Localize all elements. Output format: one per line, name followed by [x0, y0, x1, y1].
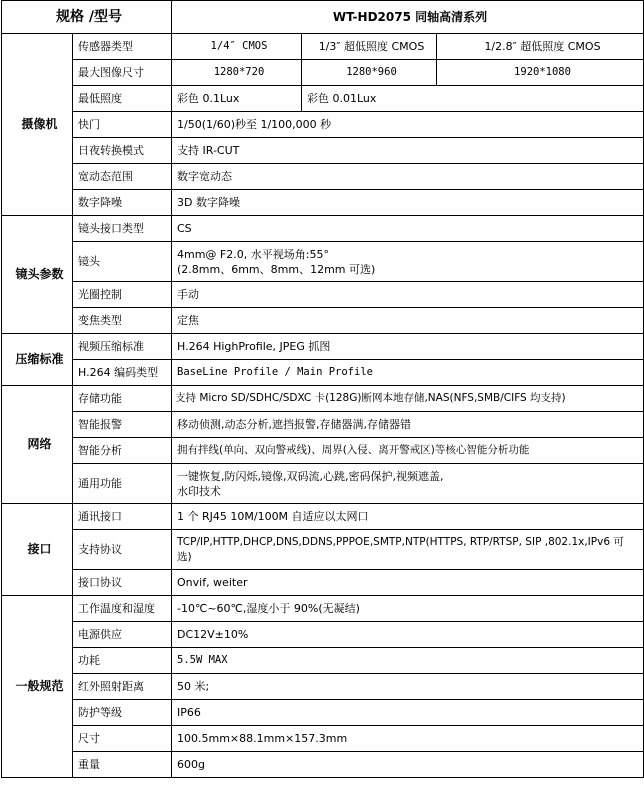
table-row [2, 412, 644, 438]
iris-value: 手动 [172, 282, 644, 308]
lens-value [172, 242, 644, 282]
protocols-value [172, 530, 644, 570]
day-night-value: 支持 IR-CUT [172, 138, 644, 164]
table-row [2, 86, 644, 112]
storage-value: 支持 Micro SD/SDHC/SDXC 卡(128G)断网本地存储,NAS(NFS,SMB/CIFS 均支持) [172, 386, 644, 412]
max-res-value-1: 1280*720 [172, 60, 302, 86]
row-label-api-protocol: 接口协议 [73, 570, 172, 596]
table-row [2, 190, 644, 216]
header-series-title: WT-HD2075 同轴高清系列 [172, 1, 644, 34]
table-row [2, 164, 644, 190]
ir-distance-value: 50 米; [172, 674, 644, 700]
row-label-video-compression: 视频压缩标准 [73, 334, 172, 360]
sensor-value-3: 1/2.8″ 超低照度 CMOS [437, 34, 644, 60]
row-label-protocols: 支持协议 [73, 530, 172, 570]
table-row [2, 282, 644, 308]
protocols-line-2: 选) [177, 550, 192, 563]
table-row [2, 34, 644, 60]
table-row [2, 60, 644, 86]
row-label-smart-alarm: 智能报警 [73, 412, 172, 438]
lens-mount-value: CS [172, 216, 644, 242]
row-label-dnr: 数字降噪 [73, 190, 172, 216]
temperature-value: -10℃~60℃,湿度小于 90%(无凝结) [172, 596, 644, 622]
lens-value-line-2: (2.8mm、6mm、8mm、12mm 可选) [177, 262, 376, 276]
max-res-value-3: 1920*1080 [437, 60, 644, 86]
max-res-value-2: 1280*960 [302, 60, 437, 86]
row-label-power-consumption: 功耗 [73, 648, 172, 674]
general-functions-line-1: 一键恢复,防闪烁,镜像,双码流,心跳,密码保护,视频遮盖, [177, 469, 444, 483]
spec-table [1, 0, 644, 778]
table-row [2, 530, 644, 570]
row-label-smart-analysis: 智能分析 [73, 438, 172, 464]
header-model-label: 规格 /型号 [2, 1, 172, 34]
power-supply-value: DC12V±10% [172, 622, 644, 648]
table-row [2, 464, 644, 504]
table-row [2, 504, 644, 530]
min-lux-value-1: 彩色 0.1Lux [172, 86, 302, 112]
row-label-storage: 存储功能 [73, 386, 172, 412]
protocols-line-1: TCP/IP,HTTP,DHCP,DNS,DDNS,PPPOE,SMTP,NTP(HTTPS, RTP/RTSP, SIP ,802.1x,IPv6 可 [177, 535, 624, 548]
wdr-value: 数字宽动态 [172, 164, 644, 190]
power-consumption-value: 5.5W MAX [172, 648, 644, 674]
row-label-weight: 重量 [73, 752, 172, 778]
table-row [2, 648, 644, 674]
table-row [2, 360, 644, 386]
table-row [2, 112, 644, 138]
comm-port-value: 1 个 RJ45 10M/100M 自适应以太网口 [172, 504, 644, 530]
category-compression: 压缩标准 [2, 334, 73, 386]
zoom-value: 定焦 [172, 308, 644, 334]
row-label-zoom: 变焦类型 [73, 308, 172, 334]
api-protocol-value: Onvif, weiter [172, 570, 644, 596]
dimensions-value: 100.5mm×88.1mm×157.3mm [172, 726, 644, 752]
table-row [2, 308, 644, 334]
row-label-min-lux: 最低照度 [73, 86, 172, 112]
table-row [2, 622, 644, 648]
h264-profile-value: BaseLine Profile / Main Profile [172, 360, 644, 386]
table-row [2, 674, 644, 700]
video-compression-value: H.264 HighProfile, JPEG 抓图 [172, 334, 644, 360]
row-label-comm-port: 通讯接口 [73, 504, 172, 530]
row-label-lens: 镜头 [73, 242, 172, 282]
row-label-general-functions: 通用功能 [73, 464, 172, 504]
min-lux-value-2: 彩色 0.01Lux [302, 86, 644, 112]
sensor-value-2: 1/3″ 超低照度 CMOS [302, 34, 437, 60]
category-interface: 接口 [2, 504, 73, 596]
table-row [2, 700, 644, 726]
lens-value-line-1: 4mm@ F2.0, 水平视场角:55° [177, 247, 329, 261]
protection-value: IP66 [172, 700, 644, 726]
row-label-shutter: 快门 [73, 112, 172, 138]
row-label-max-resolution: 最大图像尺寸 [73, 60, 172, 86]
row-label-lens-mount: 镜头接口类型 [73, 216, 172, 242]
row-label-dimensions: 尺寸 [73, 726, 172, 752]
dnr-value: 3D 数字降噪 [172, 190, 644, 216]
header-row [2, 1, 644, 34]
row-label-temperature: 工作温度和湿度 [73, 596, 172, 622]
smart-analysis-value: 拥有拌线(单向、双向警戒线)、周界(入侵、离开警戒区)等核心智能分析功能 [172, 438, 644, 464]
row-label-sensor: 传感器类型 [73, 34, 172, 60]
table-row [2, 570, 644, 596]
category-network: 网络 [2, 386, 73, 504]
general-functions-value [172, 464, 644, 504]
row-label-ir-distance: 红外照射距离 [73, 674, 172, 700]
table-row [2, 334, 644, 360]
table-row [2, 596, 644, 622]
table-row [2, 386, 644, 412]
table-row [2, 726, 644, 752]
row-label-iris: 光圈控制 [73, 282, 172, 308]
weight-value: 600g [172, 752, 644, 778]
table-row [2, 216, 644, 242]
row-label-protection: 防护等级 [73, 700, 172, 726]
row-label-day-night: 日夜转换模式 [73, 138, 172, 164]
general-functions-line-2: 水印技术 [177, 484, 221, 498]
category-camera: 摄像机 [2, 34, 73, 216]
sensor-value-1: 1/4″ CMOS [172, 34, 302, 60]
table-row [2, 138, 644, 164]
table-row [2, 242, 644, 282]
shutter-value: 1/50(1/60)秒至 1/100,000 秒 [172, 112, 644, 138]
table-row [2, 752, 644, 778]
row-label-power-supply: 电源供应 [73, 622, 172, 648]
table-row [2, 438, 644, 464]
smart-alarm-value: 移动侦测,动态分析,遮挡报警,存储器满,存储器错 [172, 412, 644, 438]
row-label-h264-profile: H.264 编码类型 [73, 360, 172, 386]
category-general: 一般规范 [2, 596, 73, 778]
row-label-wdr: 宽动态范围 [73, 164, 172, 190]
category-lens: 镜头参数 [2, 216, 73, 334]
